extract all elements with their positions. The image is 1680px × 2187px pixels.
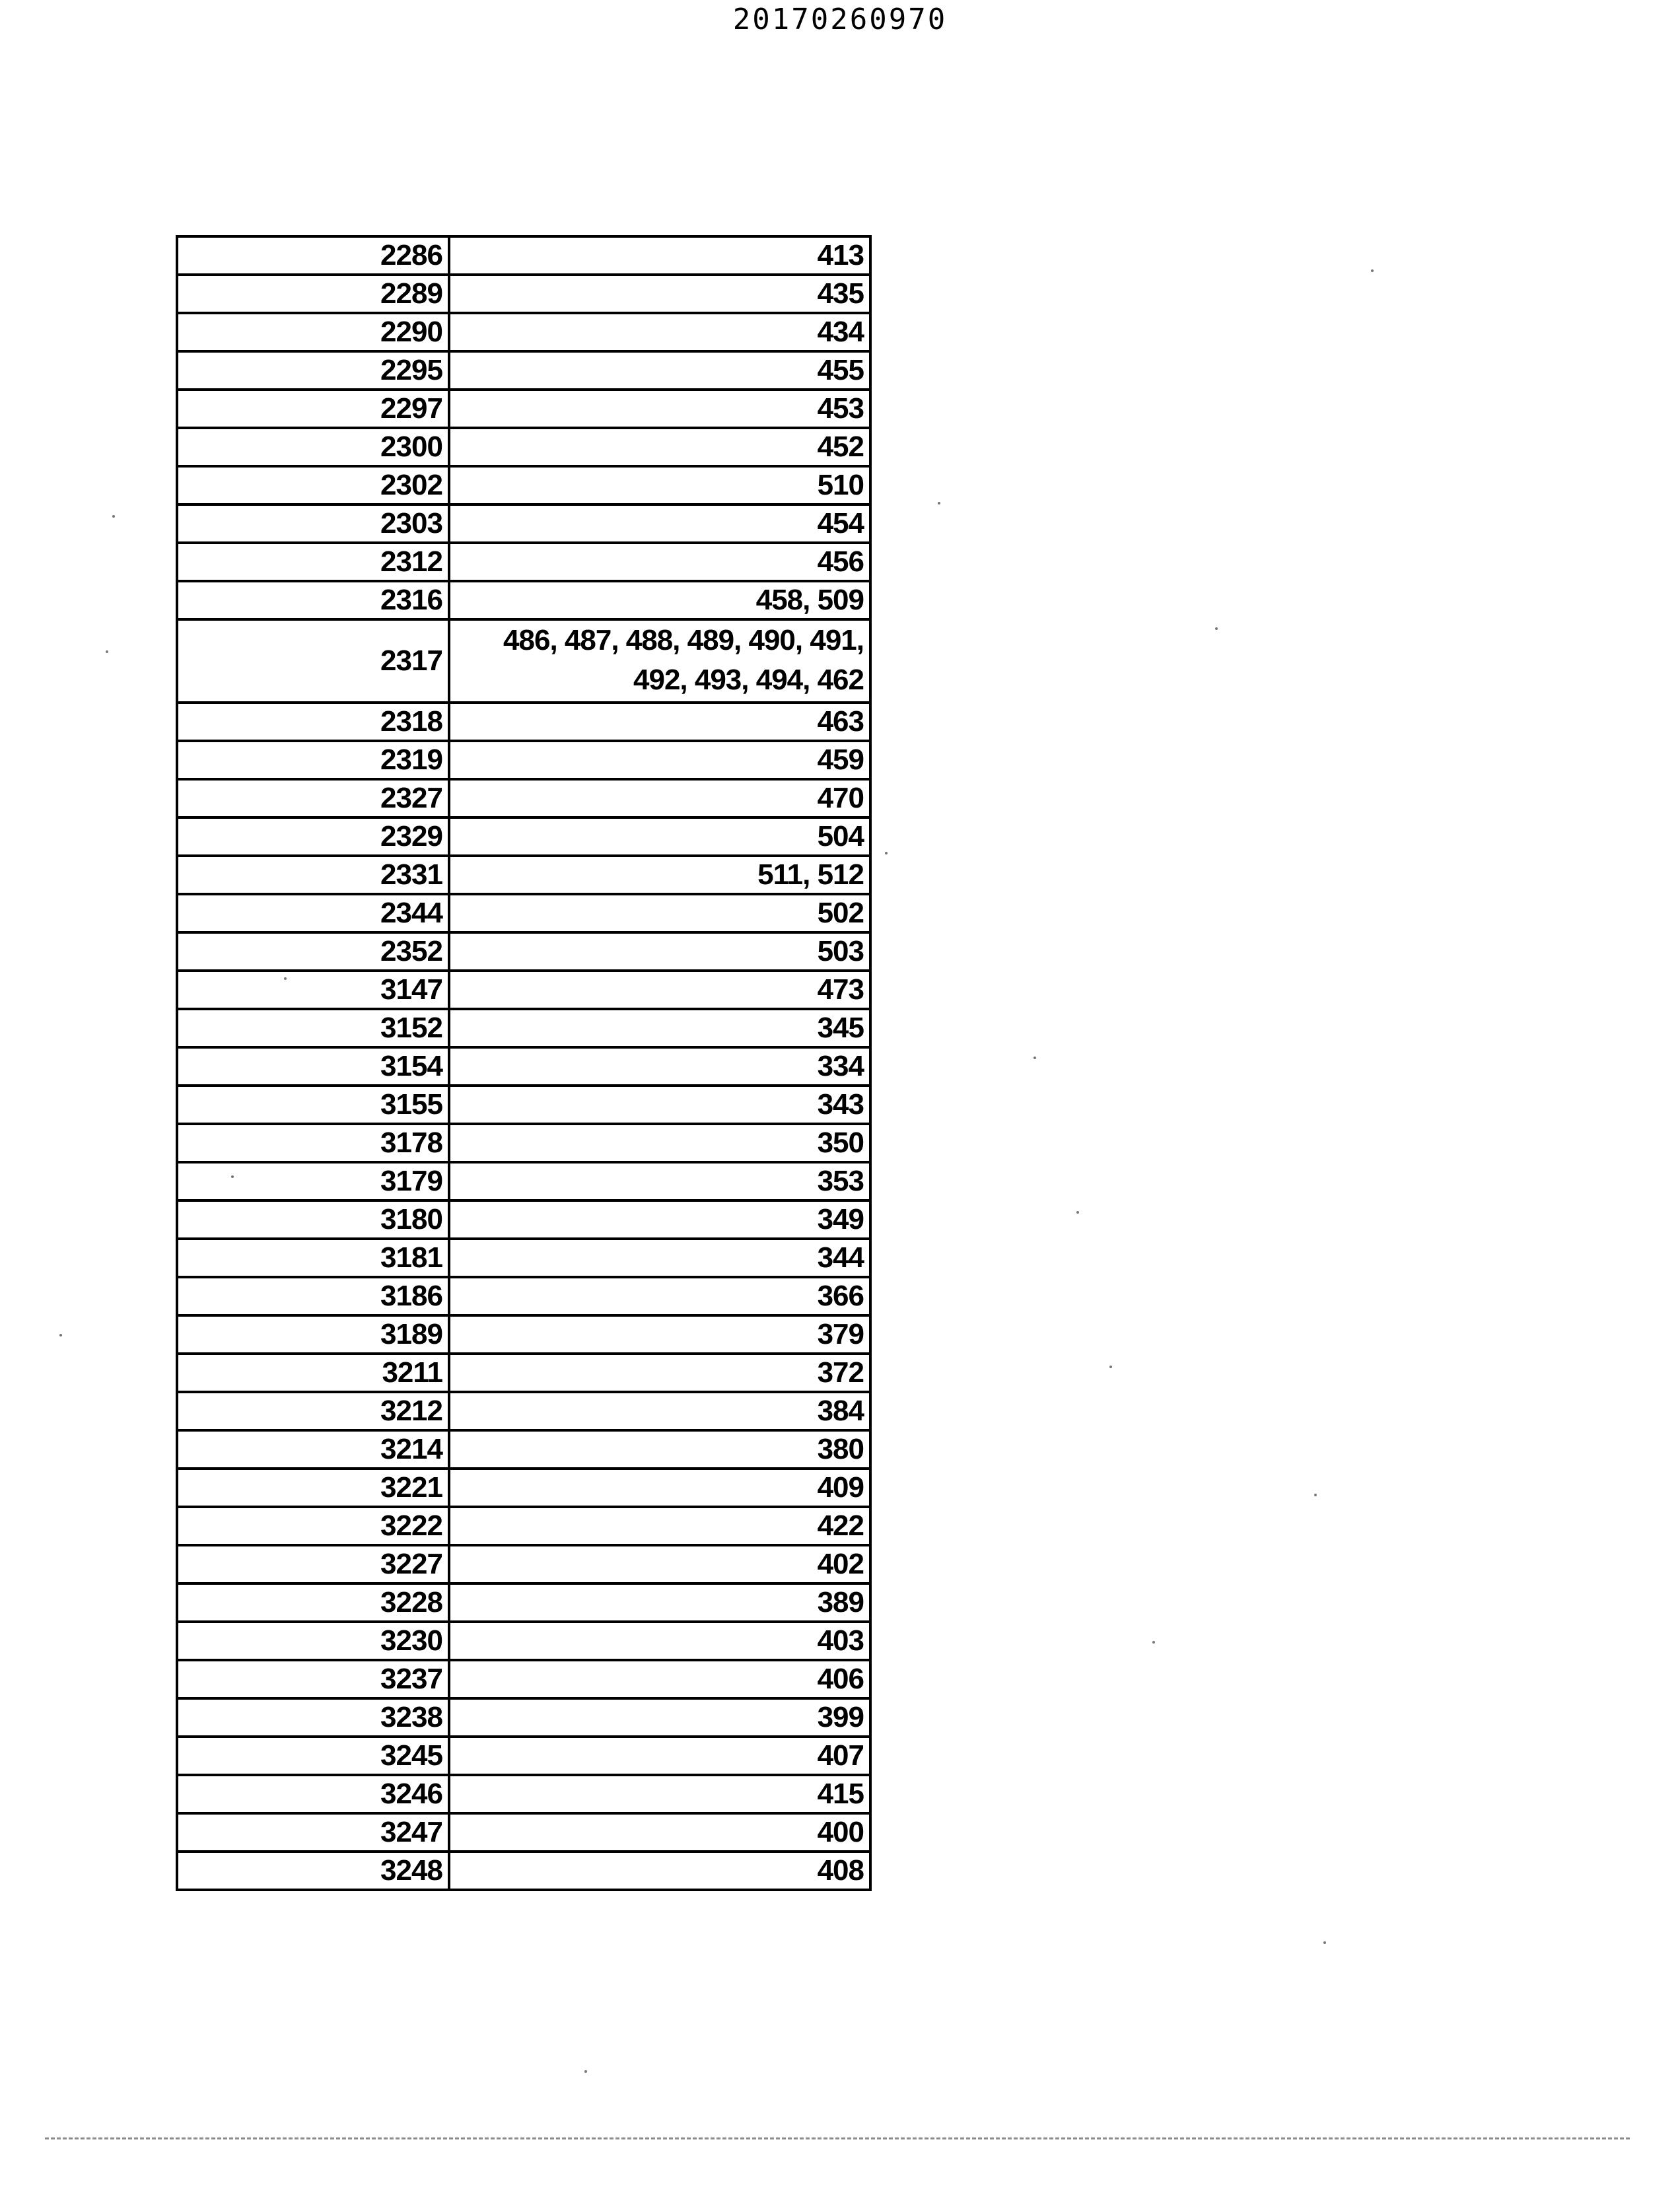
table-row [177, 1392, 870, 1430]
row-key-cell: 2317 [177, 619, 449, 703]
row-value-cell: 511, 512 [449, 856, 870, 894]
scan-speck [1152, 1641, 1155, 1644]
row-value-cell: 463 [449, 703, 870, 741]
row-value-cell: 350 [449, 1124, 870, 1162]
row-value-cell: 453 [449, 390, 870, 428]
table-row [177, 779, 870, 817]
row-value-cell: 402 [449, 1545, 870, 1583]
row-value-cell: 455 [449, 351, 870, 390]
row-key-cell: 3221 [177, 1469, 449, 1507]
scan-speck [284, 977, 287, 980]
table-row [177, 1047, 870, 1086]
table-row [177, 236, 870, 275]
table-row [177, 1660, 870, 1698]
row-value-cell: 454 [449, 504, 870, 543]
scan-speck [1109, 1366, 1112, 1368]
row-value-cell: 407 [449, 1737, 870, 1775]
table-row [177, 504, 870, 543]
table-row [177, 543, 870, 581]
data-table [176, 235, 872, 1891]
row-key-cell: 3222 [177, 1507, 449, 1545]
row-value-cell: 349 [449, 1200, 870, 1239]
table-row [177, 1430, 870, 1469]
row-value-cell: 503 [449, 932, 870, 971]
row-value-cell: 415 [449, 1775, 870, 1813]
row-key-cell: 3155 [177, 1086, 449, 1124]
row-value-cell [449, 619, 870, 703]
table-row [177, 390, 870, 428]
table-row [177, 428, 870, 466]
row-key-cell: 2302 [177, 466, 449, 504]
table-row [177, 1698, 870, 1737]
row-key-cell: 3230 [177, 1622, 449, 1660]
table-row [177, 1200, 870, 1239]
row-key-cell: 2329 [177, 817, 449, 856]
row-key-cell: 2286 [177, 236, 449, 275]
row-value-cell: 343 [449, 1086, 870, 1124]
scan-speck [1371, 269, 1374, 272]
row-key-cell: 3212 [177, 1392, 449, 1430]
table-row [177, 275, 870, 313]
row-value-cell: 380 [449, 1430, 870, 1469]
row-key-cell: 3189 [177, 1315, 449, 1354]
value-line: 486, 487, 488, 489, 490, 491, [503, 624, 864, 656]
row-value-cell: 400 [449, 1813, 870, 1852]
row-value-cell: 422 [449, 1507, 870, 1545]
row-key-cell: 3248 [177, 1852, 449, 1890]
scan-speck [1215, 627, 1218, 630]
row-key-cell: 3238 [177, 1698, 449, 1737]
scan-speck [231, 1175, 234, 1178]
table-row [177, 1277, 870, 1315]
table-row [177, 1545, 870, 1583]
row-value-cell: 372 [449, 1354, 870, 1392]
row-value-cell: 345 [449, 1009, 870, 1047]
table-row [177, 932, 870, 971]
row-value-cell: 473 [449, 971, 870, 1009]
row-key-cell: 2331 [177, 856, 449, 894]
row-key-cell: 2303 [177, 504, 449, 543]
row-key-cell: 3178 [177, 1124, 449, 1162]
row-value-cell: 406 [449, 1660, 870, 1698]
row-value-cell: 353 [449, 1162, 870, 1200]
scan-speck [584, 2070, 587, 2073]
table-row [177, 619, 870, 703]
row-key-cell: 3245 [177, 1737, 449, 1775]
scan-speck [1314, 1494, 1317, 1496]
row-value-cell: 502 [449, 894, 870, 932]
row-key-cell: 2295 [177, 351, 449, 390]
row-value-cell: 504 [449, 817, 870, 856]
scan-speck [938, 502, 940, 504]
table-row [177, 971, 870, 1009]
table-row [177, 1124, 870, 1162]
table-row [177, 856, 870, 894]
row-key-cell: 3214 [177, 1430, 449, 1469]
row-value-cell: 434 [449, 313, 870, 351]
row-value-cell: 399 [449, 1698, 870, 1737]
table-row [177, 703, 870, 741]
value-line: 492, 493, 494, 462 [633, 664, 864, 696]
row-key-cell: 3186 [177, 1277, 449, 1315]
row-value-cell: 344 [449, 1239, 870, 1277]
row-key-cell: 3227 [177, 1545, 449, 1583]
document-number: 20170260970 [732, 3, 948, 36]
row-key-cell: 3152 [177, 1009, 449, 1047]
row-key-cell: 2312 [177, 543, 449, 581]
table-row [177, 1583, 870, 1622]
row-value-cell: 510 [449, 466, 870, 504]
table-row [177, 1086, 870, 1124]
row-value-cell: 456 [449, 543, 870, 581]
table-row [177, 466, 870, 504]
row-value-cell: 470 [449, 779, 870, 817]
table-row [177, 1315, 870, 1354]
row-key-cell: 2344 [177, 894, 449, 932]
row-key-cell: 3154 [177, 1047, 449, 1086]
row-key-cell: 2352 [177, 932, 449, 971]
row-key-cell: 2289 [177, 275, 449, 313]
scan-speck [106, 650, 108, 653]
row-value-cell: 409 [449, 1469, 870, 1507]
row-value-cell: 435 [449, 275, 870, 313]
scan-speck [112, 515, 115, 518]
row-key-cell: 3180 [177, 1200, 449, 1239]
scan-speck [1323, 1941, 1326, 1944]
scan-speck [59, 1334, 62, 1336]
table-row [177, 817, 870, 856]
row-key-cell: 3228 [177, 1583, 449, 1622]
row-key-cell: 2316 [177, 581, 449, 619]
row-key-cell: 2290 [177, 313, 449, 351]
row-key-cell: 3246 [177, 1775, 449, 1813]
table-row [177, 1775, 870, 1813]
row-key-cell: 3181 [177, 1239, 449, 1277]
table-row [177, 1469, 870, 1507]
table-row [177, 1009, 870, 1047]
table-row [177, 1622, 870, 1660]
table-row [177, 1852, 870, 1890]
table-body [177, 236, 870, 1890]
row-key-cell: 3247 [177, 1813, 449, 1852]
table-row [177, 1813, 870, 1852]
row-key-cell: 2300 [177, 428, 449, 466]
row-value-cell: 452 [449, 428, 870, 466]
row-value-cell: 334 [449, 1047, 870, 1086]
scan-speck [885, 852, 888, 854]
row-value-cell: 403 [449, 1622, 870, 1660]
row-key-cell: 3179 [177, 1162, 449, 1200]
row-value-cell: 459 [449, 741, 870, 779]
row-key-cell: 2327 [177, 779, 449, 817]
row-value-cell: 458, 509 [449, 581, 870, 619]
table-row [177, 1507, 870, 1545]
table-row [177, 313, 870, 351]
table-row [177, 1737, 870, 1775]
row-value-cell: 366 [449, 1277, 870, 1315]
table-row [177, 1162, 870, 1200]
table-row [177, 894, 870, 932]
scan-speck [1033, 1057, 1036, 1059]
row-key-cell: 2319 [177, 741, 449, 779]
row-value-cell: 408 [449, 1852, 870, 1890]
table-row [177, 351, 870, 390]
row-value-cell: 379 [449, 1315, 870, 1354]
row-key-cell: 3237 [177, 1660, 449, 1698]
row-value-cell: 384 [449, 1392, 870, 1430]
table-row [177, 1354, 870, 1392]
scan-speck [1076, 1211, 1079, 1214]
row-key-cell: 3147 [177, 971, 449, 1009]
row-value-cell: 413 [449, 236, 870, 275]
data-table-container [176, 235, 872, 1891]
row-key-cell: 2318 [177, 703, 449, 741]
row-key-cell: 2297 [177, 390, 449, 428]
footer-divider [45, 2137, 1630, 2139]
row-key-cell: 3211 [177, 1354, 449, 1392]
table-row [177, 741, 870, 779]
table-row [177, 1239, 870, 1277]
table-row [177, 581, 870, 619]
row-value-cell: 389 [449, 1583, 870, 1622]
